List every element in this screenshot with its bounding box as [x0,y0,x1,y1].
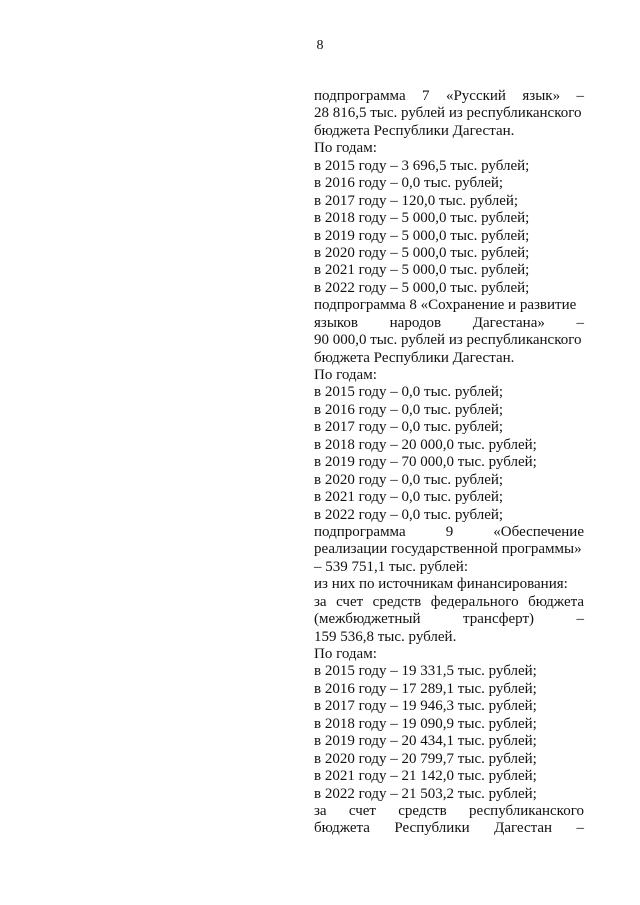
text-line: По годам: [314,367,377,383]
text-line: в 2021 году – 0,0 тыс. рублей; [314,489,504,506]
text-line: 90 000,0 тыс. рублей из республиканского [314,332,582,349]
text-line: языков народов Дагестана» – [314,314,584,331]
text-line: бюджета Республики Дагестан. [314,349,515,366]
text-line: в 2019 году – 70 000,0 тыс. рублей; [314,454,537,471]
text-line: из них по источникам финансирования: [314,576,568,593]
text-line: подпрограмма 8 «Сохранение и развитие [314,297,577,314]
text-line: в 2018 году – 5 000,0 тыс. рублей; [314,210,530,227]
text-line: подпрограмма 9 «Обеспечение [314,523,584,540]
text-line: за счет средств федерального бюджета [314,593,584,610]
text-line: в 2015 году – 3 696,5 тыс. рублей; [314,157,530,174]
text-line: (межбюджетный трансферт) – [314,611,584,628]
text-line: 28 816,5 тыс. рублей из республиканского [314,105,582,122]
text-line: за счет средств республиканского [314,802,584,819]
text-line: в 2017 году – 120,0 тыс. рублей; [314,192,519,209]
text-line: в 2020 году – 0,0 тыс. рублей; [314,471,504,488]
text-line: в 2020 году – 5 000,0 тыс. рублей; [314,244,530,261]
text-line: в 2016 году – 0,0 тыс. рублей; [314,401,504,418]
text-line: бюджета Республики Дагестан. [314,122,515,139]
text-line: в 2018 году – 20 000,0 тыс. рублей; [314,436,537,453]
text-line: в 2017 году – 0,0 тыс. рублей; [314,419,504,436]
text-line: в 2022 году – 21 503,2 тыс. рублей; [314,785,537,802]
text-line: в 2022 году – 5 000,0 тыс. рублей; [314,279,530,296]
text-line: бюджета Республики Дагестан – [314,820,584,837]
text-line: в 2022 году – 0,0 тыс. рублей; [314,506,504,523]
document-text-column [314,88,584,838]
text-line: в 2019 году – 20 434,1 тыс. рублей; [314,733,537,750]
text-line: в 2018 году – 19 090,9 тыс. рублей; [314,715,537,732]
text-line: – 539 751,1 тыс. рублей: [314,558,468,575]
text-line: в 2020 году – 20 799,7 тыс. рублей; [314,750,537,767]
text-line: 159 536,8 тыс. рублей. [314,628,457,645]
text-line: По годам: [314,140,377,157]
text-line: реализации государственной программы» [314,541,582,558]
text-line: в 2017 году – 19 946,3 тыс. рублей; [314,698,537,715]
text-line: в 2015 году – 19 331,5 тыс. рублей; [314,663,537,680]
text-line: в 2016 году – 0,0 тыс. рублей; [314,175,504,192]
text-line: в 2021 году – 21 142,0 тыс. рублей; [314,768,537,785]
text-line: в 2021 году – 5 000,0 тыс. рублей; [314,262,530,279]
text-line: подпрограмма 7 «Русский язык» – [314,88,584,104]
text-line: в 2015 году – 0,0 тыс. рублей; [314,384,504,401]
text-line: По годам: [314,646,377,662]
page-number: 8 [316,38,324,53]
text-line: в 2019 году – 5 000,0 тыс. рублей; [314,227,530,244]
text-line: в 2016 году – 17 289,1 тыс. рублей; [314,680,537,697]
